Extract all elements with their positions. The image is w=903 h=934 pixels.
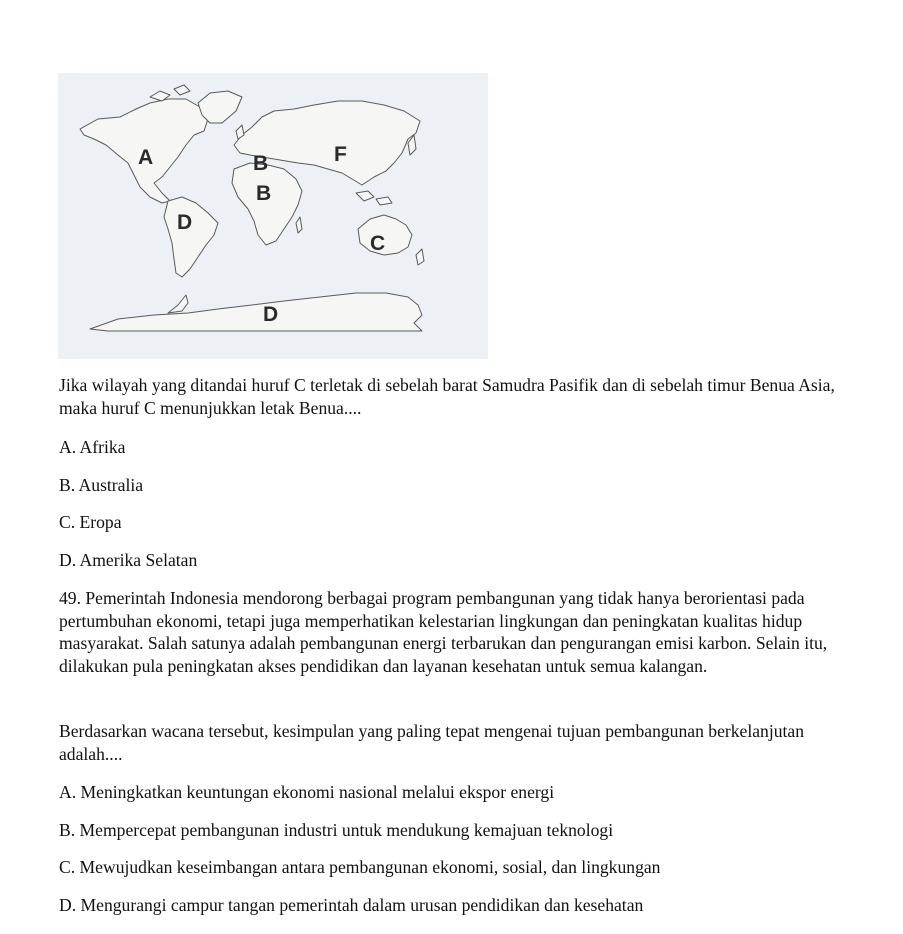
q48-option-c: C. Eropa (59, 512, 122, 532)
continent-south-america (164, 197, 218, 277)
world-map-figure (58, 73, 488, 359)
map-label-b-africa: B (256, 182, 272, 205)
map-label-f: F (334, 143, 347, 166)
q48-option-a: A. Afrika (59, 437, 126, 457)
map-label-b-europe: B (253, 152, 269, 175)
map-label-d-south-america: D (177, 211, 193, 234)
q49-option-d: D. Mengurangi campur tangan pemerintah dalam urusan pendidikan dan kesehatan (59, 895, 644, 915)
q49-option-a: A. Meningkatkan keuntungan ekonomi nasional melalui ekspor energi (59, 782, 555, 802)
question-49-passage: 49. Pemerintah Indonesia mendorong berbagai program pembangunan yang tidak hanya berorientasi pada pertumbuhan ekonomi, tetapi juga memperhatikan kelestarian lingkungan dan peningkatan kualitas hidup masyarakat. Salah satunya adalah pembangunan energi terbarukan dan pengurangan emisi karbon. Selain itu, dilakukan pula peningkatan akses pendidikan dan layanan kesehatan untuk semua kalangan. (59, 588, 828, 676)
continent-antarctica (90, 293, 422, 331)
q49-option-c: C. Mewujudkan keseimbangan antara pembangunan ekonomi, sosial, dan lingkungan (59, 857, 661, 877)
question-48-text: Jika wilayah yang ditandai huruf C terletak di sebelah barat Samudra Pasifik dan di sebelah timur Benua Asia, maka huruf C menunjukkan letak Benua.... (59, 375, 835, 418)
map-label-c: C (370, 232, 386, 255)
world-map (58, 73, 488, 359)
continent-greenland (198, 91, 242, 123)
q49-option-b: B. Mempercepat pembangunan industri untuk mendukung kemajuan teknologi (59, 820, 614, 840)
question-49-text: Berdasarkan wacana tersebut, kesimpulan yang paling tepat mengenai tujuan pembangunan berkelanjutan adalah.... (59, 721, 805, 764)
q48-option-b: B. Australia (59, 475, 144, 495)
map-label-d-antarctica: D (263, 303, 279, 326)
q48-option-d: D. Amerika Selatan (59, 550, 198, 570)
map-label-a: A (138, 146, 154, 169)
